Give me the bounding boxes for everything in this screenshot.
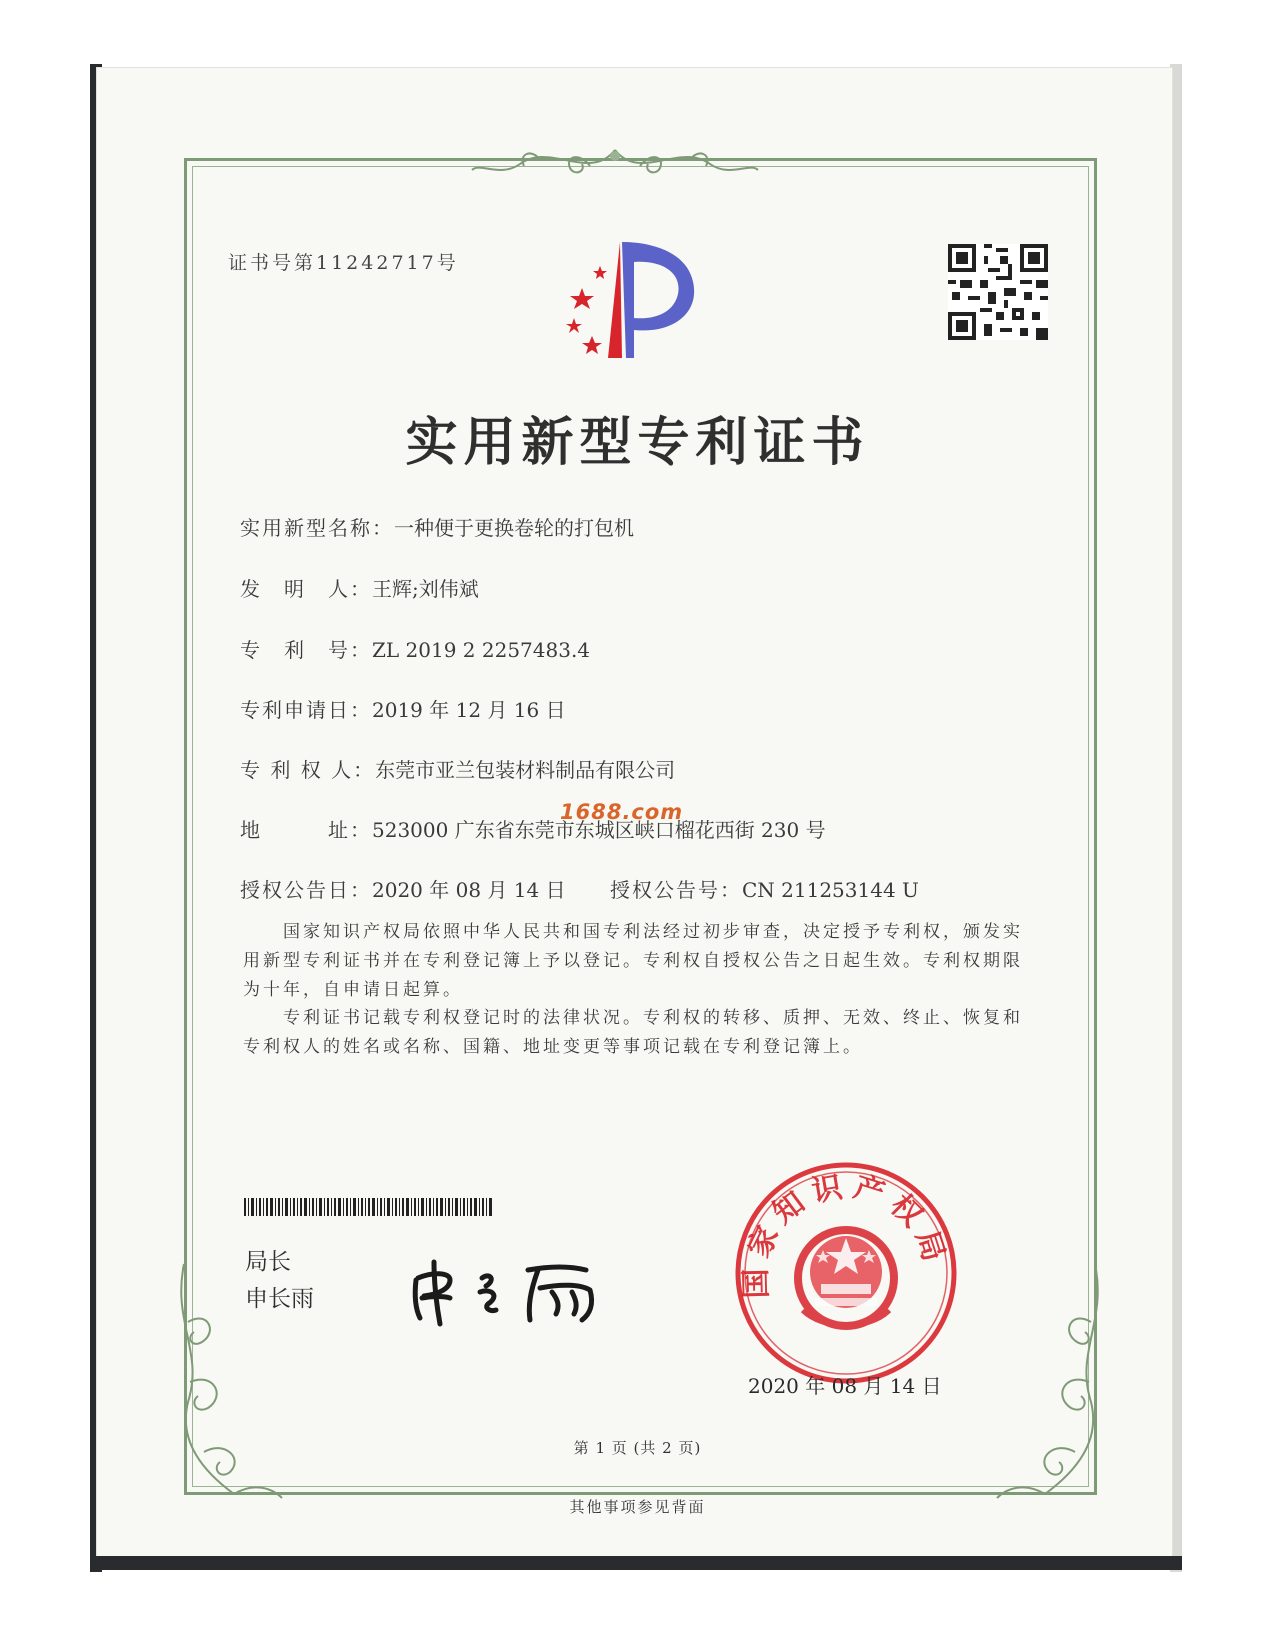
page-indicator: 第 1 页 (共 2 页) [573,1439,702,1457]
field-value: CN 211253144 U [742,878,919,902]
field-label: 地 址： [240,818,372,842]
field-patentee [240,754,675,783]
field-value: 东莞市亚兰包装材料制品有限公司 [375,758,676,782]
field-grant-date [240,874,566,903]
field-label: 授权公告日： [240,878,372,902]
field-label: 专 利 权 人： [240,758,376,782]
field-value: 2019 年 12 月 16 日 [372,698,566,722]
director-signature-icon [410,1258,610,1328]
body-paragraph-2: 专利证书记载专利权登记时的法律状况。专利权的转移、质押、无效、终止、恢复和专利权人的姓名或名称、国籍、地址变更等事项记载在专利登记簿上。 [243,1008,1023,1057]
photo-edge-bottom [90,1556,1182,1570]
field-patent-number [240,634,590,663]
director-name: 申长雨 [245,1286,314,1312]
barcode-icon [244,1198,494,1216]
field-address [240,814,826,843]
field-value: 2020 年 08 月 14 日 [372,878,566,902]
field-label: 专利申请日： [240,698,372,722]
body-paragraph-1: 国家知识产权局依照中华人民共和国专利法经过初步审查，决定授予专利权，颁发实用新型专利证书并在专利登记簿上予以登记。专利权自授权公告之日起生效。专利权期限为十年，自申请日起算。 [243,922,1023,1000]
seal-text: 国家知识产权局 [738,1168,954,1299]
field-label: 专 利 号： [240,638,372,662]
field-value: 王辉;刘伟斌 [372,577,479,601]
field-utility-model-name [240,512,634,541]
certificate-title: 实用新型专利证书 [405,412,870,473]
field-label: 发 明 人： [240,577,372,601]
field-application-date [240,694,566,723]
certificate-number: 证书号第11242717号 [228,252,459,274]
field-inventor [240,573,479,602]
director-title: 局长 [245,1249,291,1275]
seal-date: 2020 年 08 月 14 日 [748,1374,942,1398]
cnipa-logo-icon [560,238,710,368]
bottom-right-ornament-icon [995,1262,1105,1502]
field-label: 授权公告号： [610,878,742,902]
field-value: 523000 广东省东莞市东城区峡口榴花西街 230 号 [372,818,826,842]
field-value: ZL 2019 2 2257483.4 [372,638,591,662]
qr-code-icon [948,244,1048,340]
field-label: 实用新型名称： [240,516,394,540]
footer-note: 其他事项参见背面 [569,1498,706,1516]
top-ornament-icon [470,142,760,188]
official-seal-icon [733,1160,959,1386]
field-value: 一种便于更换卷轮的打包机 [394,516,634,540]
watermark-text: 1688.com [560,800,684,824]
field-grant-number [610,874,919,903]
